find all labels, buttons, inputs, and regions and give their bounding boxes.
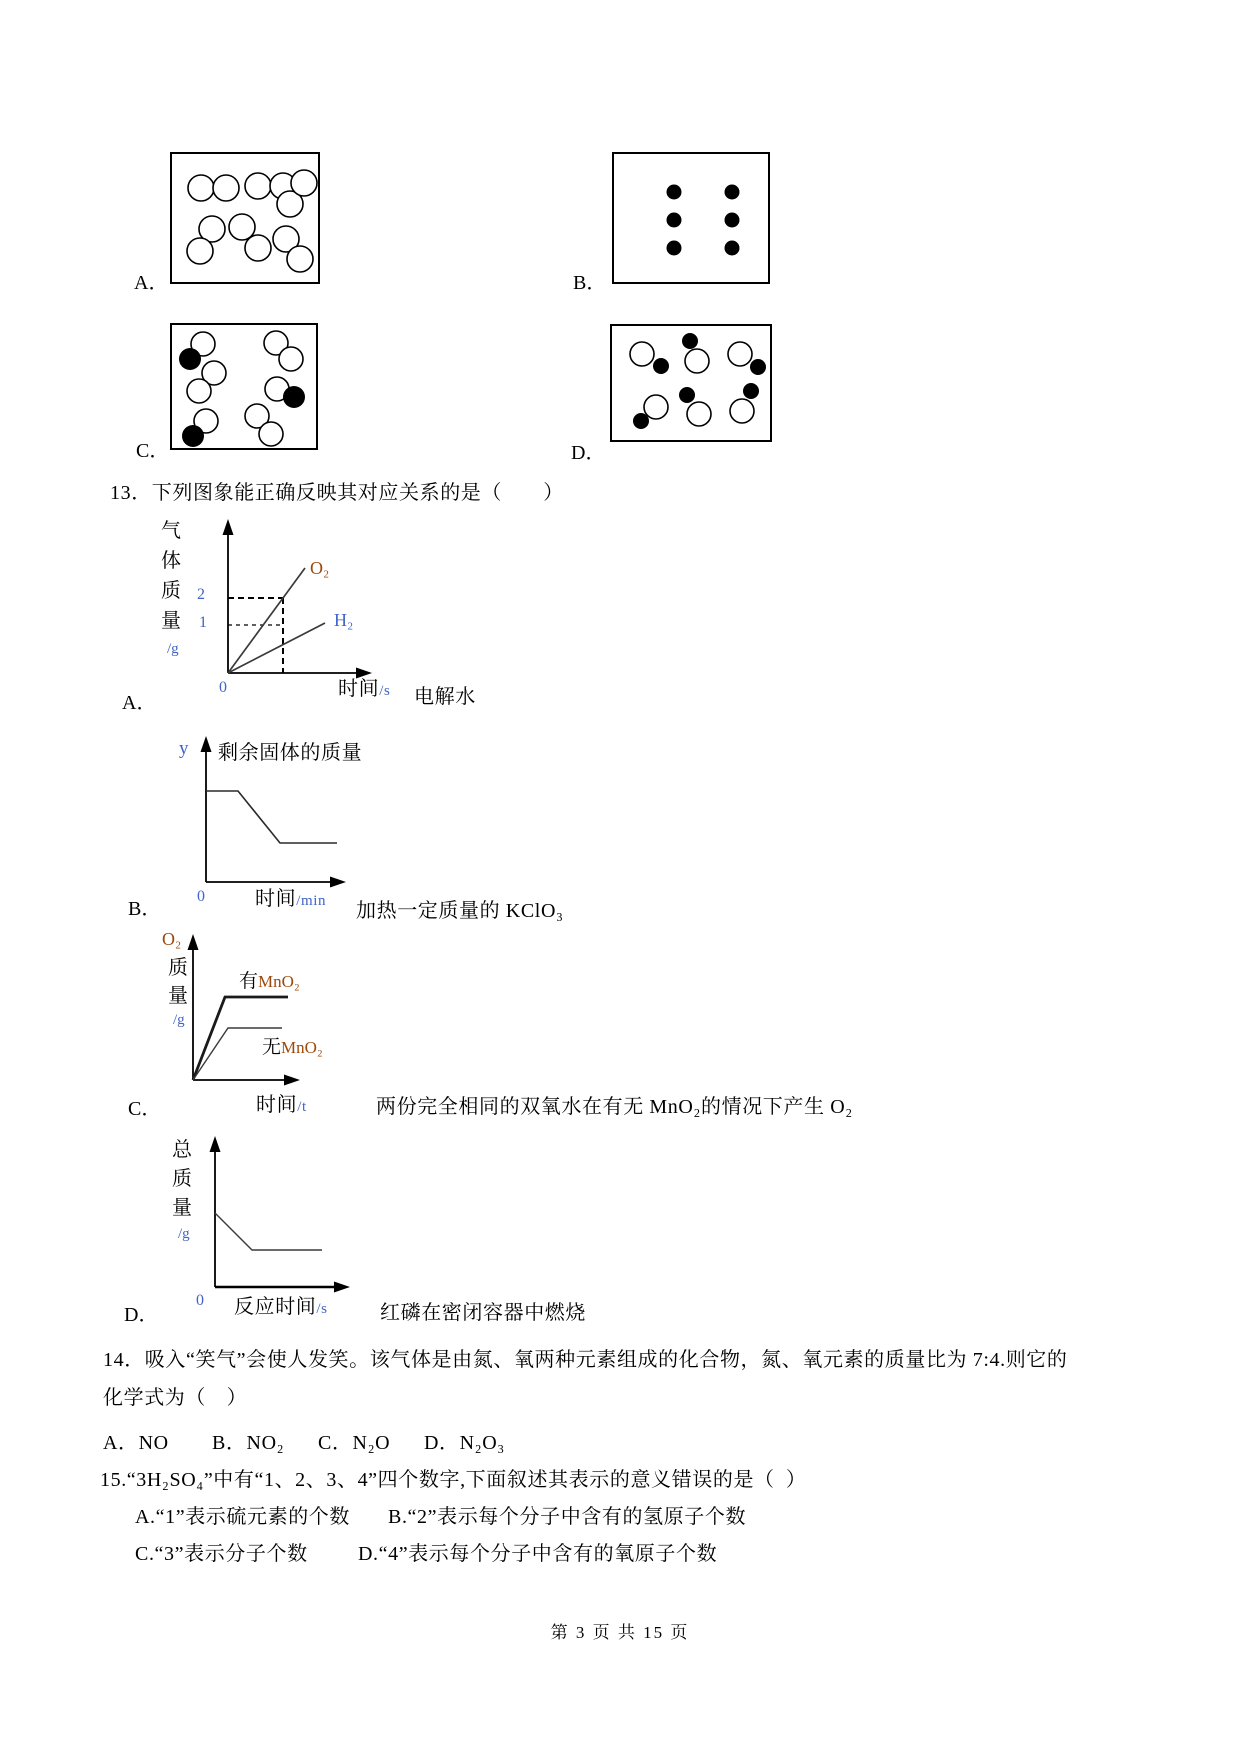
- graph-a-caption: 电解水: [414, 686, 476, 708]
- q12-option-label-a: A．: [134, 272, 169, 294]
- q15-option-a: A.“1”表示硫元素的个数: [135, 1506, 350, 1528]
- q12-option-label-d: D．: [571, 442, 606, 464]
- molecule-diagram-d: [610, 324, 772, 442]
- q12-option-label-b: B．: [573, 272, 607, 294]
- q14-option-a: A．NO: [103, 1432, 169, 1454]
- graph-b-y-label: y: [179, 738, 189, 759]
- q13-option-label-a: A．: [122, 692, 157, 714]
- graph-c-curve2-label: 无MnO₂: [262, 1037, 323, 1058]
- graph-a-line-label-h2: H₂: [334, 610, 354, 630]
- q13-graph-c: [150, 928, 550, 1088]
- graph-c-curve1-label: 有MnO₂: [239, 971, 300, 992]
- graph-c-y-axis-top: O₂: [162, 929, 182, 949]
- graph-c-y-unit: /g: [173, 1012, 185, 1028]
- graph-c-caption: 两份完全相同的双氧水在有无 MnO₂的情况下产生 O₂: [376, 1096, 853, 1118]
- q13-stem: 13．下列图象能正确反映其对应关系的是（ ）: [110, 482, 564, 504]
- graph-d-x-axis-label: 反应时间/s: [234, 1296, 328, 1318]
- q15-stem: 15.“3H₂SO₄”中有“1、2、3、4”四个数字,下面叙述其表示的意义错误的是（ ）: [100, 1469, 807, 1491]
- graph-b-caption: 加热一定质量的 KClO₃: [356, 900, 564, 922]
- molecule-diagram-a: [170, 152, 320, 284]
- graph-c-x-axis-label: 时间/t: [256, 1094, 307, 1116]
- graph-d-origin: 0: [196, 1292, 204, 1309]
- graph-a-y-axis-label: 气 体 质 量: [161, 520, 181, 632]
- graph-a-origin: 0: [219, 679, 227, 696]
- graph-d-y-unit: /g: [178, 1226, 190, 1242]
- graph-a-y-unit: /g: [167, 641, 179, 657]
- q14-option-d: D．N₂O₃: [424, 1432, 505, 1454]
- q15-option-c: C.“3”表示分子个数: [135, 1543, 308, 1565]
- graph-a-tick-1: 1: [199, 614, 207, 631]
- page-footer: 第 3 页 共 15 页: [550, 1623, 690, 1642]
- graph-a-line-label-o2: O₂: [310, 558, 330, 578]
- q13-option-label-d: D．: [124, 1304, 159, 1326]
- molecule-diagram-c: [170, 323, 318, 450]
- q14-stem-line1: 14．吸入“笑气”会使人发笑。该气体是由氮、氧两种元素组成的化合物，氮、氧元素的质量比为 7:4.则它的: [103, 1349, 1068, 1371]
- q14-stem-line2: 化学式为（ ）: [103, 1387, 248, 1409]
- q13-option-label-c: C．: [128, 1098, 162, 1120]
- graph-c-y-axis-label: 质 量: [168, 957, 188, 1007]
- graph-b-top-label: 剩余固体的质量: [218, 742, 363, 764]
- graph-b-origin: 0: [197, 888, 205, 905]
- q14-option-c: C．N₂O: [318, 1432, 391, 1454]
- q14-option-b: B．NO₂: [212, 1432, 285, 1454]
- q15-option-d: D.“4”表示每个分子中含有的氧原子个数: [358, 1543, 718, 1565]
- q13-graph-d: [150, 1130, 550, 1305]
- graph-d-y-axis-label: 总 质 量: [172, 1139, 192, 1219]
- graph-a-tick-2: 2: [197, 586, 205, 603]
- graph-d-caption: 红磷在密闭容器中燃烧: [380, 1302, 586, 1324]
- q13-option-label-b: B．: [128, 898, 162, 920]
- graph-b-x-axis-label: 时间/min: [255, 888, 327, 910]
- graph-a-x-axis-label: 时间/s: [338, 678, 391, 700]
- q12-option-label-c: C．: [136, 440, 170, 462]
- q15-option-b: B.“2”表示每个分子中含有的氢原子个数: [388, 1506, 747, 1528]
- molecule-diagram-b: [612, 152, 770, 284]
